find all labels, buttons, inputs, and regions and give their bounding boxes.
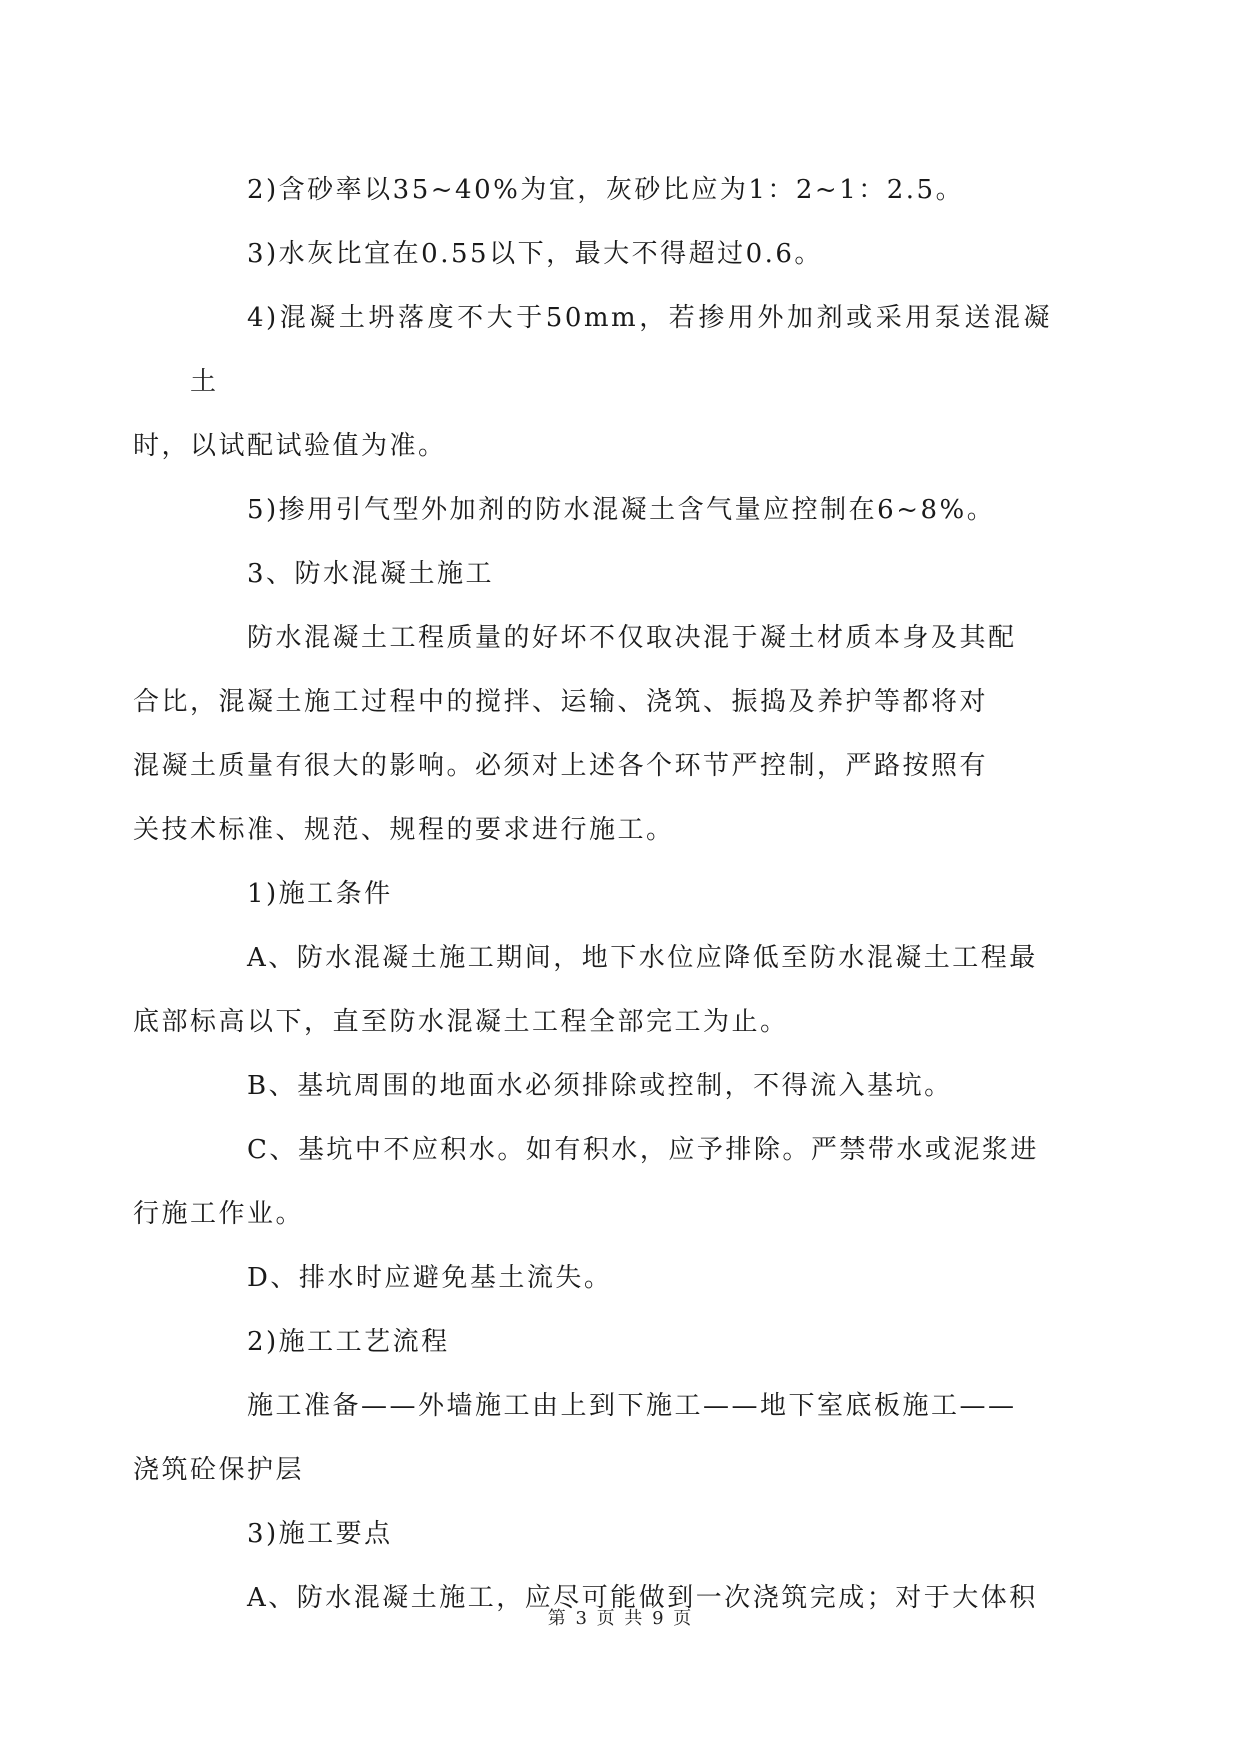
subheading-process-flow xyxy=(190,1310,1052,1374)
paragraph-process-flow xyxy=(133,1374,1052,1502)
text-line: 浇筑砼保护层 xyxy=(133,1455,305,1485)
paragraph-sand-ratio xyxy=(190,158,1052,222)
text-line: 合比，混凝土施工过程中的搅拌、运输、浇筑、振捣及养护等都将对 xyxy=(133,687,989,717)
paragraph-quality-intro xyxy=(133,606,1052,862)
text-line: 时，以试配试验值为准。 xyxy=(133,431,447,461)
text-line: 混凝土质量有很大的影响。必须对上述各个环节严控制，严路按照有 xyxy=(133,751,989,781)
subheading-key-points xyxy=(190,1502,1052,1566)
paragraph-water-cement-ratio xyxy=(190,222,1052,286)
text-line: 4)混凝土坍落度不大于50mm，若掺用外加剂或采用泵送混凝土 xyxy=(190,303,1052,397)
section-heading-construction xyxy=(190,542,1052,606)
text-line: B、基坑周围的地面水必须排除或控制，不得流入基坑。 xyxy=(247,1071,953,1101)
text-line: 施工准备——外墙施工由上到下施工——地下室底板施工—— xyxy=(247,1391,1017,1421)
item-a-groundwater xyxy=(133,926,1052,1054)
page-number-footer: 第 3 页 共 9 页 xyxy=(547,1608,694,1629)
item-c-no-standing-water xyxy=(133,1118,1052,1246)
text-line: 3、防水混凝土施工 xyxy=(247,559,495,589)
text-line: 防水混凝土工程质量的好坏不仅取决混于凝土材质本身及其配 xyxy=(247,623,1017,653)
text-line: C、基坑中不应积水。如有积水，应予排除。严禁带水或泥浆进 xyxy=(247,1135,1039,1165)
paragraph-air-content xyxy=(190,478,1052,542)
text-line: A、防水混凝土施工，应尽可能做到一次浇筑完成；对于大体积 xyxy=(247,1583,1038,1613)
text-line: 行施工作业。 xyxy=(133,1199,305,1229)
text-line: 3)施工要点 xyxy=(247,1519,393,1549)
text-line: D、排水时应避免基土流失。 xyxy=(247,1263,613,1293)
text-line: 底部标高以下，直至防水混凝土工程全部完工为止。 xyxy=(133,1007,789,1037)
text-line: 3)水灰比宜在0.55以下，最大不得超过0.6。 xyxy=(247,239,823,269)
text-line: 关技术标准、规范、规程的要求进行施工。 xyxy=(133,815,675,845)
text-line: 2)施工工艺流程 xyxy=(247,1327,450,1357)
text-line: 2)含砂率以35~40%为宜，灰砂比应为1：2~1：2.5。 xyxy=(247,175,965,205)
subheading-conditions xyxy=(190,862,1052,926)
text-line: 1)施工条件 xyxy=(247,879,393,909)
text-line: 5)掺用引气型外加剂的防水混凝土含气量应控制在6~8%。 xyxy=(247,495,996,525)
document-body xyxy=(133,158,1052,1630)
paragraph-slump xyxy=(133,286,1052,478)
item-b-surface-water xyxy=(190,1054,1052,1118)
item-d-drainage xyxy=(190,1246,1052,1310)
text-line: A、防水混凝土施工期间，地下水位应降低至防水混凝土工程最 xyxy=(247,943,1038,973)
